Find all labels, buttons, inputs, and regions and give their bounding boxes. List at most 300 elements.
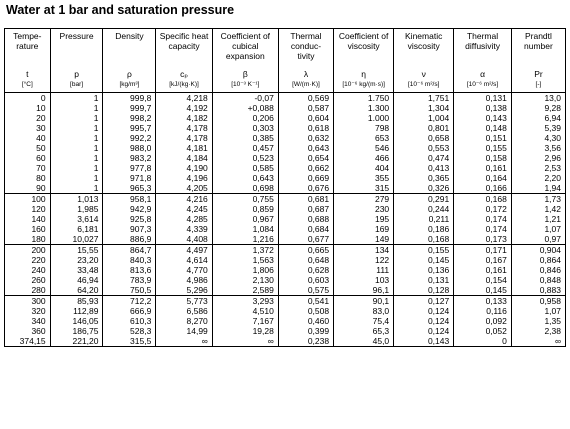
table-cell: 0,092 xyxy=(454,316,512,326)
table-cell: 1,07 xyxy=(511,224,565,234)
col-unit: [10⁻³ K⁻¹] xyxy=(212,80,278,93)
table-cell: 149 xyxy=(334,234,394,245)
table-header xyxy=(5,29,566,93)
col-symbol: β xyxy=(212,69,278,80)
table-cell: 907,3 xyxy=(103,224,156,234)
col-header-density: Density xyxy=(103,29,156,70)
table-cell: 1 xyxy=(50,153,103,163)
table-row xyxy=(5,316,566,326)
table-cell: 220 xyxy=(5,255,51,265)
table-cell: 0,681 xyxy=(278,194,333,205)
table-cell: 355 xyxy=(334,173,394,183)
table-cell: 0,385 xyxy=(212,133,278,143)
table-cell: 315 xyxy=(334,183,394,194)
col-symbol: Pr xyxy=(511,69,565,80)
table-cell: 75,4 xyxy=(334,316,394,326)
col-unit: [10⁻⁶ kg/(m·s)] xyxy=(334,80,394,93)
table-cell: 340 xyxy=(5,316,51,326)
table-cell: 4,614 xyxy=(156,255,212,265)
table-cell: 0,688 xyxy=(278,214,333,224)
table-cell: 0,303 xyxy=(212,123,278,133)
table-cell: 0,173 xyxy=(454,234,512,245)
table-cell: 0,168 xyxy=(454,194,512,205)
table-cell: 0,166 xyxy=(454,183,512,194)
table-cell: 0,958 xyxy=(511,296,565,307)
table-cell: 1,21 xyxy=(511,214,565,224)
table-cell: 4,192 xyxy=(156,103,212,113)
page-title: Water at 1 bar and saturation pressure xyxy=(6,3,235,17)
table-cell: 1,563 xyxy=(212,255,278,265)
table-cell: 0,174 xyxy=(454,214,512,224)
table-cell: 0,172 xyxy=(454,204,512,214)
table-cell: 0,052 xyxy=(454,326,512,336)
table-cell: 0,143 xyxy=(454,113,512,123)
table-cell: 0,604 xyxy=(278,113,333,123)
table-cell: 0,155 xyxy=(394,245,454,256)
col-header-specific-heat: Specific heat capacity xyxy=(156,29,212,70)
table-cell: 2,20 xyxy=(511,173,565,183)
table-cell: 83,0 xyxy=(334,306,394,316)
table-cell: 977,8 xyxy=(103,163,156,173)
table-body xyxy=(5,93,566,347)
table-cell: 1 xyxy=(50,113,103,123)
table-cell: 4,205 xyxy=(156,183,212,194)
table-cell: 0,148 xyxy=(454,123,512,133)
table-cell: 0,124 xyxy=(394,326,454,336)
table-row xyxy=(5,143,566,153)
table-cell: 4,190 xyxy=(156,163,212,173)
table-cell: 4,196 xyxy=(156,173,212,183)
table-row xyxy=(5,296,566,307)
table-cell: 4,30 xyxy=(511,133,565,143)
table-cell: 280 xyxy=(5,285,51,296)
col-header-viscosity: Coefficient of viscosity xyxy=(334,29,394,70)
table-cell: 0,677 xyxy=(278,234,333,245)
table-row xyxy=(5,255,566,265)
table-cell: 0,508 xyxy=(278,306,333,316)
table-row xyxy=(5,326,566,336)
table-cell: 666,9 xyxy=(103,306,156,316)
table-cell: 925,8 xyxy=(103,214,156,224)
col-header-conductivity: Thermal conduc- tivity xyxy=(278,29,333,70)
col-unit: [W/(m·K)] xyxy=(278,80,333,93)
table-cell: 528,3 xyxy=(103,326,156,336)
table-cell: 0,154 xyxy=(454,275,512,285)
table-cell: 798 xyxy=(334,123,394,133)
table-cell: 0,864 xyxy=(511,255,565,265)
col-symbol: ρ xyxy=(103,69,156,80)
table-cell: 0,136 xyxy=(394,265,454,275)
table-cell: 50 xyxy=(5,143,51,153)
table-cell: 0,131 xyxy=(454,93,512,104)
table-row xyxy=(5,204,566,214)
table-cell: 0,186 xyxy=(394,224,454,234)
table-cell: 0,643 xyxy=(212,173,278,183)
table-cell: 0,665 xyxy=(278,245,333,256)
table-cell: 0 xyxy=(5,93,51,104)
table-cell: 111 xyxy=(334,265,394,275)
table-cell: 122 xyxy=(334,255,394,265)
table-cell: 0,145 xyxy=(454,285,512,296)
table-row xyxy=(5,194,566,205)
table-cell: 0,643 xyxy=(278,143,333,153)
col-header-expansion: Coefficient of cubical expansion xyxy=(212,29,278,70)
table-cell: 103 xyxy=(334,275,394,285)
table-cell: 160 xyxy=(5,224,51,234)
table-cell: 1,42 xyxy=(511,204,565,214)
table-row xyxy=(5,265,566,275)
table-cell: 315,5 xyxy=(103,336,156,347)
col-unit: [bar] xyxy=(50,80,103,93)
table-cell: 4,497 xyxy=(156,245,212,256)
table-cell: +0,088 xyxy=(212,103,278,113)
table-cell: 186,75 xyxy=(50,326,103,336)
table-cell: 0,161 xyxy=(454,163,512,173)
table-cell: 70 xyxy=(5,163,51,173)
col-header-diffusivity: Thermal diffusivity xyxy=(454,29,512,70)
table-cell: 995,7 xyxy=(103,123,156,133)
table-cell: 0,143 xyxy=(394,336,454,347)
table-cell: 7,167 xyxy=(212,316,278,326)
table-cell: 404 xyxy=(334,163,394,173)
table-cell: 14,99 xyxy=(156,326,212,336)
table-cell: 0,628 xyxy=(278,265,333,275)
table-cell: 1,013 xyxy=(50,194,103,205)
table-row xyxy=(5,275,566,285)
table-cell: 4,218 xyxy=(156,93,212,104)
table-cell: 999,8 xyxy=(103,93,156,104)
col-unit: [kg/m³] xyxy=(103,80,156,93)
table-cell: 0,669 xyxy=(278,173,333,183)
table-cell: 221,20 xyxy=(50,336,103,347)
table-cell: 0 xyxy=(454,336,512,347)
table-cell: 0,155 xyxy=(454,143,512,153)
table-cell: 1,216 xyxy=(212,234,278,245)
table-cell: 90 xyxy=(5,183,51,194)
table-cell: 0,569 xyxy=(278,93,333,104)
table-row xyxy=(5,214,566,224)
table-cell: 942,9 xyxy=(103,204,156,214)
table-cell: 4,184 xyxy=(156,153,212,163)
table-cell: 1 xyxy=(50,123,103,133)
table-cell: 0,171 xyxy=(454,245,512,256)
table-cell: 0,138 xyxy=(454,103,512,113)
table-cell: 0,676 xyxy=(278,183,333,194)
table-cell: 1,07 xyxy=(511,306,565,316)
table-cell: 886,9 xyxy=(103,234,156,245)
table-cell: 2,96 xyxy=(511,153,565,163)
table-row xyxy=(5,153,566,163)
table-cell: 0,541 xyxy=(278,296,333,307)
table-cell: 0,238 xyxy=(278,336,333,347)
table-cell: 169 xyxy=(334,224,394,234)
table-cell: 1,73 xyxy=(511,194,565,205)
table-cell: 85,93 xyxy=(50,296,103,307)
table-cell: 3,56 xyxy=(511,143,565,153)
table-cell: 783,9 xyxy=(103,275,156,285)
table-cell: 20 xyxy=(5,113,51,123)
table-cell: 4,178 xyxy=(156,123,212,133)
table-cell: 0,904 xyxy=(511,245,565,256)
table-row xyxy=(5,173,566,183)
table-cell: 2,53 xyxy=(511,163,565,173)
table-cell: 3,293 xyxy=(212,296,278,307)
table-cell: 750,5 xyxy=(103,285,156,296)
table-cell: 0,211 xyxy=(394,214,454,224)
col-header-kinematic-viscosity: Kinematic viscosity xyxy=(394,29,454,70)
table-cell: 0,684 xyxy=(278,224,333,234)
col-symbol: ν xyxy=(394,69,454,80)
table-cell: 0,687 xyxy=(278,204,333,214)
table-cell: 374,15 xyxy=(5,336,51,347)
table-row xyxy=(5,183,566,194)
table-cell: 965,3 xyxy=(103,183,156,194)
table-row xyxy=(5,234,566,245)
table-cell: 0,648 xyxy=(278,255,333,265)
table-cell: 4,408 xyxy=(156,234,212,245)
table-cell: 1 xyxy=(50,183,103,194)
table-cell: 0,413 xyxy=(394,163,454,173)
table-cell: 2,38 xyxy=(511,326,565,336)
table-cell: 2,589 xyxy=(212,285,278,296)
table-cell: 5,39 xyxy=(511,123,565,133)
col-header-temperature: Tempe- rature xyxy=(5,29,51,70)
table-cell: 1,084 xyxy=(212,224,278,234)
table-cell: 0,883 xyxy=(511,285,565,296)
table-cell: 864,7 xyxy=(103,245,156,256)
table-cell: 466 xyxy=(334,153,394,163)
table-cell: 0,618 xyxy=(278,123,333,133)
col-unit: [kJ/(kg·K)] xyxy=(156,80,212,93)
table-cell: 6,181 xyxy=(50,224,103,234)
table-cell: 1.750 xyxy=(334,93,394,104)
col-header-pressure: Pressure xyxy=(50,29,103,70)
table-cell: 0,291 xyxy=(394,194,454,205)
table-cell: 180 xyxy=(5,234,51,245)
table-cell: 712,2 xyxy=(103,296,156,307)
table-cell: 0,523 xyxy=(212,153,278,163)
table-cell: 65,3 xyxy=(334,326,394,336)
table-cell: 4,245 xyxy=(156,204,212,214)
table-cell: 19,28 xyxy=(212,326,278,336)
col-symbol: p xyxy=(50,69,103,80)
table-cell: 1.300 xyxy=(334,103,394,113)
table-cell: 80 xyxy=(5,173,51,183)
table-cell: 0,967 xyxy=(212,214,278,224)
table-row xyxy=(5,113,566,123)
table-cell: 1 xyxy=(50,133,103,143)
table-cell: 1,35 xyxy=(511,316,565,326)
table-cell: 15,55 xyxy=(50,245,103,256)
table-cell: 0,755 xyxy=(212,194,278,205)
table-cell: 1,94 xyxy=(511,183,565,194)
table-cell: 0,474 xyxy=(394,153,454,163)
table-cell: 0,127 xyxy=(394,296,454,307)
table-cell: 279 xyxy=(334,194,394,205)
table-cell: ∞ xyxy=(212,336,278,347)
table-row xyxy=(5,336,566,347)
col-header-prandtl: Prandtl number xyxy=(511,29,565,70)
table-cell: 10,027 xyxy=(50,234,103,245)
table-cell: 1.000 xyxy=(334,113,394,123)
table-cell: 0,206 xyxy=(212,113,278,123)
table-cell: 1,304 xyxy=(394,103,454,113)
table-cell: 33,48 xyxy=(50,265,103,275)
table-cell: 0,168 xyxy=(394,234,454,245)
table-cell: 3,614 xyxy=(50,214,103,224)
table-cell: 0,587 xyxy=(278,103,333,113)
table-cell: -0,07 xyxy=(212,93,278,104)
table-cell: 1 xyxy=(50,93,103,104)
table-cell: 958,1 xyxy=(103,194,156,205)
table-cell: 610,3 xyxy=(103,316,156,326)
table-cell: 0,399 xyxy=(278,326,333,336)
table-cell: 4,216 xyxy=(156,194,212,205)
table-cell: 0,603 xyxy=(278,275,333,285)
col-unit: [10⁻⁶ m²/s] xyxy=(454,80,512,93)
col-symbol: η xyxy=(334,69,394,80)
table-cell: 0,658 xyxy=(394,133,454,143)
table-cell: 546 xyxy=(334,143,394,153)
table-cell: 96,1 xyxy=(334,285,394,296)
table-cell: 5,296 xyxy=(156,285,212,296)
table-cell: 1,806 xyxy=(212,265,278,275)
table-cell: 260 xyxy=(5,275,51,285)
table-cell: 0,164 xyxy=(454,173,512,183)
table-cell: 0,460 xyxy=(278,316,333,326)
table-row xyxy=(5,306,566,316)
col-unit: [°C] xyxy=(5,80,51,93)
table-cell: 6,94 xyxy=(511,113,565,123)
table-cell: 320 xyxy=(5,306,51,316)
header-symbols-row xyxy=(5,69,566,80)
table-cell: 40 xyxy=(5,133,51,143)
table-row xyxy=(5,245,566,256)
table-cell: 0,326 xyxy=(394,183,454,194)
table-cell: 146,05 xyxy=(50,316,103,326)
table-cell: 4,986 xyxy=(156,275,212,285)
table-cell: 5,773 xyxy=(156,296,212,307)
table-cell: 992,2 xyxy=(103,133,156,143)
table-cell: 4,178 xyxy=(156,133,212,143)
table-cell: 0,585 xyxy=(212,163,278,173)
table-cell: 0,365 xyxy=(394,173,454,183)
table-cell: 8,270 xyxy=(156,316,212,326)
header-names-row xyxy=(5,29,566,70)
table-cell: 0,131 xyxy=(394,275,454,285)
table-cell: 360 xyxy=(5,326,51,336)
table-cell: 0,145 xyxy=(394,255,454,265)
table-row xyxy=(5,133,566,143)
table-cell: 200 xyxy=(5,245,51,256)
table-cell: 300 xyxy=(5,296,51,307)
table-cell: 653 xyxy=(334,133,394,143)
table-cell: 0,124 xyxy=(394,316,454,326)
table-cell: ∞ xyxy=(156,336,212,347)
table-cell: 840,3 xyxy=(103,255,156,265)
table-cell: 0,801 xyxy=(394,123,454,133)
table-cell: 0,654 xyxy=(278,153,333,163)
col-unit: [10⁻⁶ m²/s] xyxy=(394,80,454,93)
table-cell: 0,662 xyxy=(278,163,333,173)
table-cell: 0,97 xyxy=(511,234,565,245)
table-cell: 90,1 xyxy=(334,296,394,307)
table-cell: 0,457 xyxy=(212,143,278,153)
table-cell: 999,7 xyxy=(103,103,156,113)
table-cell: 0,859 xyxy=(212,204,278,214)
table-cell: 1 xyxy=(50,163,103,173)
table-row xyxy=(5,123,566,133)
table-cell: 45,0 xyxy=(334,336,394,347)
table-cell: 64,20 xyxy=(50,285,103,296)
table-cell: 813,6 xyxy=(103,265,156,275)
table-cell: ∞ xyxy=(511,336,565,347)
table-cell: 1 xyxy=(50,143,103,153)
table-cell: 971,8 xyxy=(103,173,156,183)
table-cell: 0,848 xyxy=(511,275,565,285)
table-cell: 4,181 xyxy=(156,143,212,153)
table-cell: 1,372 xyxy=(212,245,278,256)
table-cell: 100 xyxy=(5,194,51,205)
table-cell: 9,28 xyxy=(511,103,565,113)
table-cell: 60 xyxy=(5,153,51,163)
table-cell: 112,89 xyxy=(50,306,103,316)
table-cell: 0,116 xyxy=(454,306,512,316)
table-cell: 120 xyxy=(5,204,51,214)
table-cell: 0,128 xyxy=(394,285,454,296)
table-cell: 4,182 xyxy=(156,113,212,123)
table-cell: 240 xyxy=(5,265,51,275)
table-cell: 998,2 xyxy=(103,113,156,123)
table-cell: 4,339 xyxy=(156,224,212,234)
table-cell: 195 xyxy=(334,214,394,224)
table-cell: 13,0 xyxy=(511,93,565,104)
table-cell: 0,151 xyxy=(454,133,512,143)
col-symbol: λ xyxy=(278,69,333,80)
col-symbol: t xyxy=(5,69,51,80)
table-cell: 0,698 xyxy=(212,183,278,194)
table-cell: 23,20 xyxy=(50,255,103,265)
table-cell: 0,174 xyxy=(454,224,512,234)
table-row xyxy=(5,103,566,113)
table-row xyxy=(5,93,566,104)
table-cell: 4,510 xyxy=(212,306,278,316)
col-symbol: cₚ xyxy=(156,69,212,80)
table-cell: 0,158 xyxy=(454,153,512,163)
table-cell: 0,846 xyxy=(511,265,565,275)
table-cell: 983,2 xyxy=(103,153,156,163)
col-symbol: α xyxy=(454,69,512,80)
table-cell: 0,575 xyxy=(278,285,333,296)
table-cell: 230 xyxy=(334,204,394,214)
table-cell: 30 xyxy=(5,123,51,133)
table-cell: 988,0 xyxy=(103,143,156,153)
table-cell: 4,285 xyxy=(156,214,212,224)
table-cell: 0,124 xyxy=(394,306,454,316)
table-cell: 4,770 xyxy=(156,265,212,275)
table-cell: 1 xyxy=(50,103,103,113)
table-row xyxy=(5,224,566,234)
table-cell: 1 xyxy=(50,173,103,183)
table-cell: 0,133 xyxy=(454,296,512,307)
header-units-row xyxy=(5,80,566,93)
table-cell: 0,167 xyxy=(454,255,512,265)
table-cell: 0,161 xyxy=(454,265,512,275)
table-cell: 1,004 xyxy=(394,113,454,123)
table-row xyxy=(5,285,566,296)
table-cell: 0,244 xyxy=(394,204,454,214)
table-cell: 46,94 xyxy=(50,275,103,285)
